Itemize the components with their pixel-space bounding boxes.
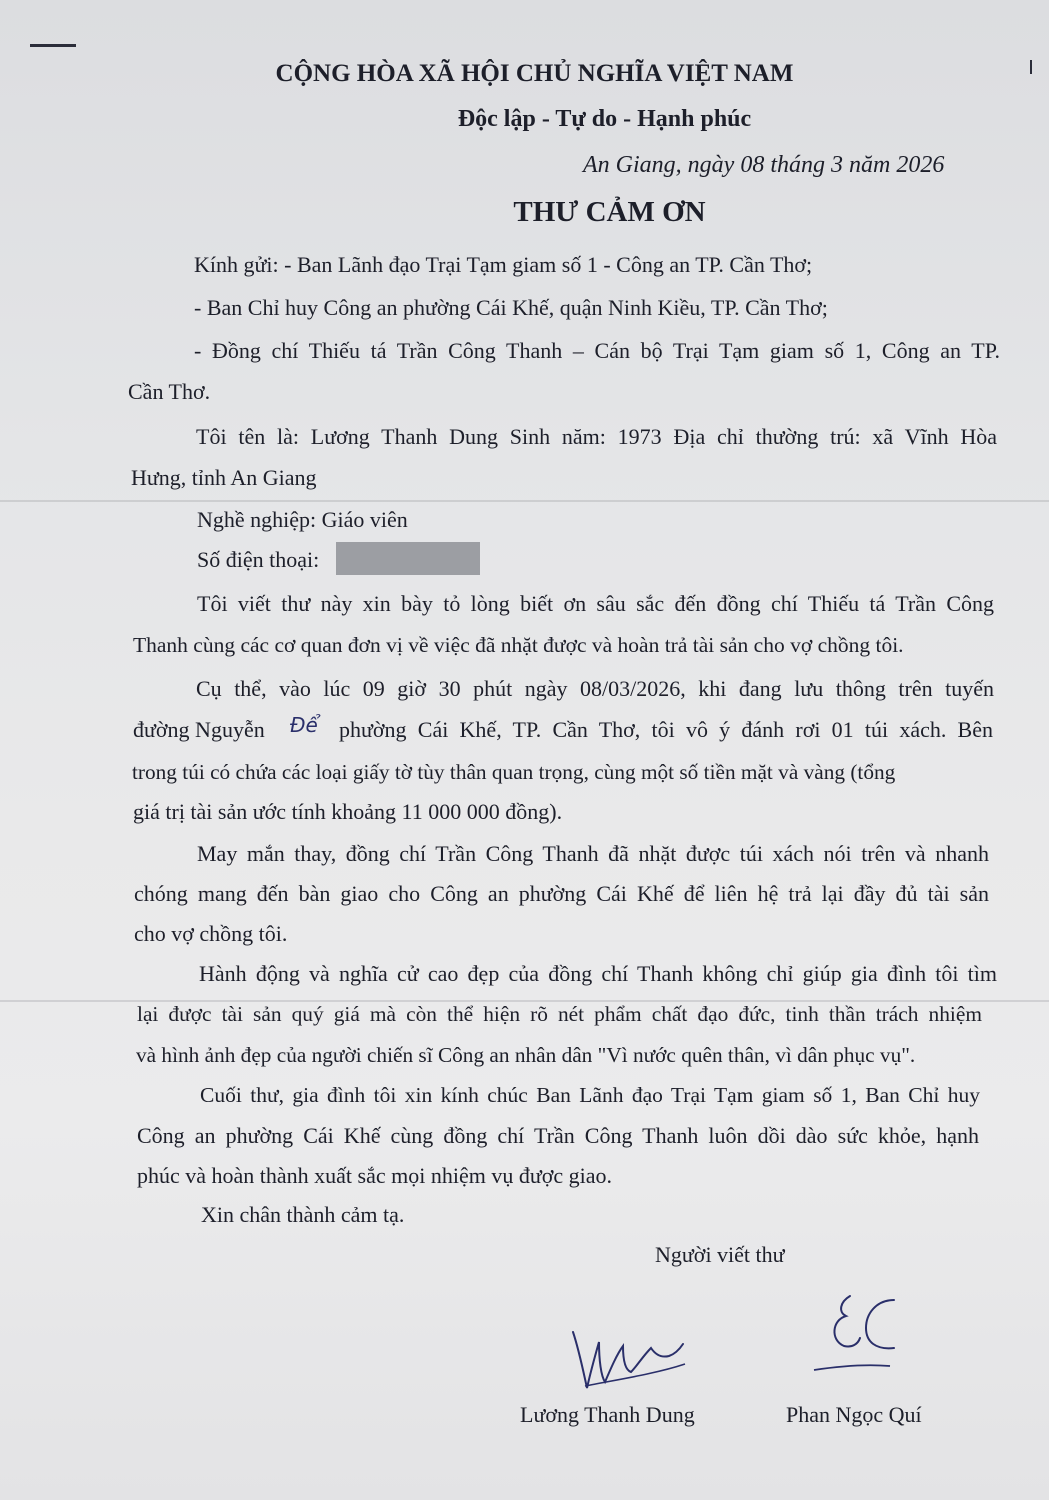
handwritten-correction: Để	[290, 713, 318, 737]
signature-luong-thanh-dung	[565, 1320, 695, 1400]
recipient-line-3: - Đồng chí Thiếu tá Trần Công Thanh – Cán bộ Trại Tạm giam số 1, Công an TP.	[194, 338, 1000, 363]
recipient-line-4: Cần Thơ.	[128, 379, 211, 404]
body-p2-line-2b: phường Cái Khế, TP. Cần Thơ, tôi vô ý đánh rơi 01 túi xách. Bên	[339, 717, 993, 742]
redacted-phone-number	[336, 542, 480, 575]
sender-line-2: Hưng, tỉnh An Giang	[131, 465, 317, 490]
paper-fold-line	[0, 500, 1049, 502]
letter-title: THƯ CẢM ƠN	[513, 196, 706, 228]
closing-line: Xin chân thành cảm tạ.	[201, 1202, 405, 1227]
body-p2-line-3: trong túi có chứa các loại giấy tờ tùy thân quan trọng, cùng một số tiền mặt và vàng (tổng	[132, 760, 896, 784]
signer-name-2: Phan Ngọc Quí	[786, 1402, 922, 1427]
recipient-line-2: - Ban Chỉ huy Công an phường Cái Khế, quận Ninh Kiều, TP. Cần Thơ;	[194, 295, 828, 320]
body-p1-line-1: Tôi viết thư này xin bày tỏ lòng biết ơn sâu sắc đến đồng chí Thiếu tá Trần Công	[197, 591, 994, 616]
body-p2-line-1: Cụ thể, vào lúc 09 giờ 30 phút ngày 08/03/2026, khi đang lưu thông trên tuyến	[196, 676, 994, 701]
recipient-line-1: Kính gửi: - Ban Lãnh đạo Trại Tạm giam số 1 - Công an TP. Cần Thơ;	[194, 252, 813, 277]
body-p3-line-1: May mắn thay, đồng chí Trần Công Thanh đã nhặt được túi xách nói trên và nhanh	[197, 841, 989, 866]
signature-phan-ngoc-qui	[810, 1290, 900, 1380]
body-p2-line-2a: đường Nguyễn	[133, 717, 265, 742]
body-p3-line-3: cho vợ chồng tôi.	[134, 921, 288, 946]
body-p5-line-1: Cuối thư, gia đình tôi xin kính chúc Ban Lãnh đạo Trại Tạm giam số 1, Ban Chỉ huy	[200, 1083, 980, 1107]
body-p4-line-2: lại được tài sản quý giá mà còn thể hiện rõ nét phẩm chất đạo đức, tinh thần trách nhiệm	[137, 1002, 982, 1026]
body-p1-line-2: Thanh cùng các cơ quan đơn vị về việc đã nhặt được và hoàn trả tài sản cho vợ chồng tôi.	[133, 633, 904, 657]
pen-mark	[30, 44, 76, 47]
national-motto: Độc lập - Tự do - Hạnh phúc	[457, 106, 752, 132]
body-p4-line-1: Hành động và nghĩa cử cao đẹp của đồng chí Thanh không chỉ giúp gia đình tôi tìm	[199, 961, 997, 986]
body-p5-line-3: phúc và hoàn thành xuất sắc mọi nhiệm vụ được giao.	[137, 1163, 613, 1188]
body-p5-line-2: Công an phường Cái Khế cùng đồng chí Trần Công Thanh luôn dồi dào sức khỏe, hạnh	[137, 1123, 979, 1148]
phone-label: Số điện thoại:	[197, 547, 320, 572]
body-p3-line-2: chóng mang đến bàn giao cho Công an phường Cái Khế để liên hệ trả lại đầy đủ tài sản	[134, 881, 989, 906]
body-p4-line-3: và hình ảnh đẹp của người chiến sĩ Công an nhân dân "Vì nước quên thân, vì dân phục vụ".	[136, 1043, 916, 1067]
signature-heading: Người viết thư	[655, 1242, 785, 1267]
sender-line-1: Tôi tên là: Lương Thanh Dung Sinh năm: 1973 Địa chỉ thường trú: xã Vĩnh Hòa	[196, 424, 997, 449]
national-title: CỘNG HÒA XÃ HỘI CHỦ NGHĨA VIỆT NAM	[275, 60, 794, 87]
body-p2-line-4: giá trị tài sản ước tính khoảng 11 000 000 đồng).	[133, 799, 563, 824]
signer-name-1: Lương Thanh Dung	[520, 1402, 695, 1427]
place-date: An Giang, ngày 08 tháng 3 năm 2026	[583, 152, 945, 178]
occupation: Nghề nghiệp: Giáo viên	[197, 507, 408, 532]
